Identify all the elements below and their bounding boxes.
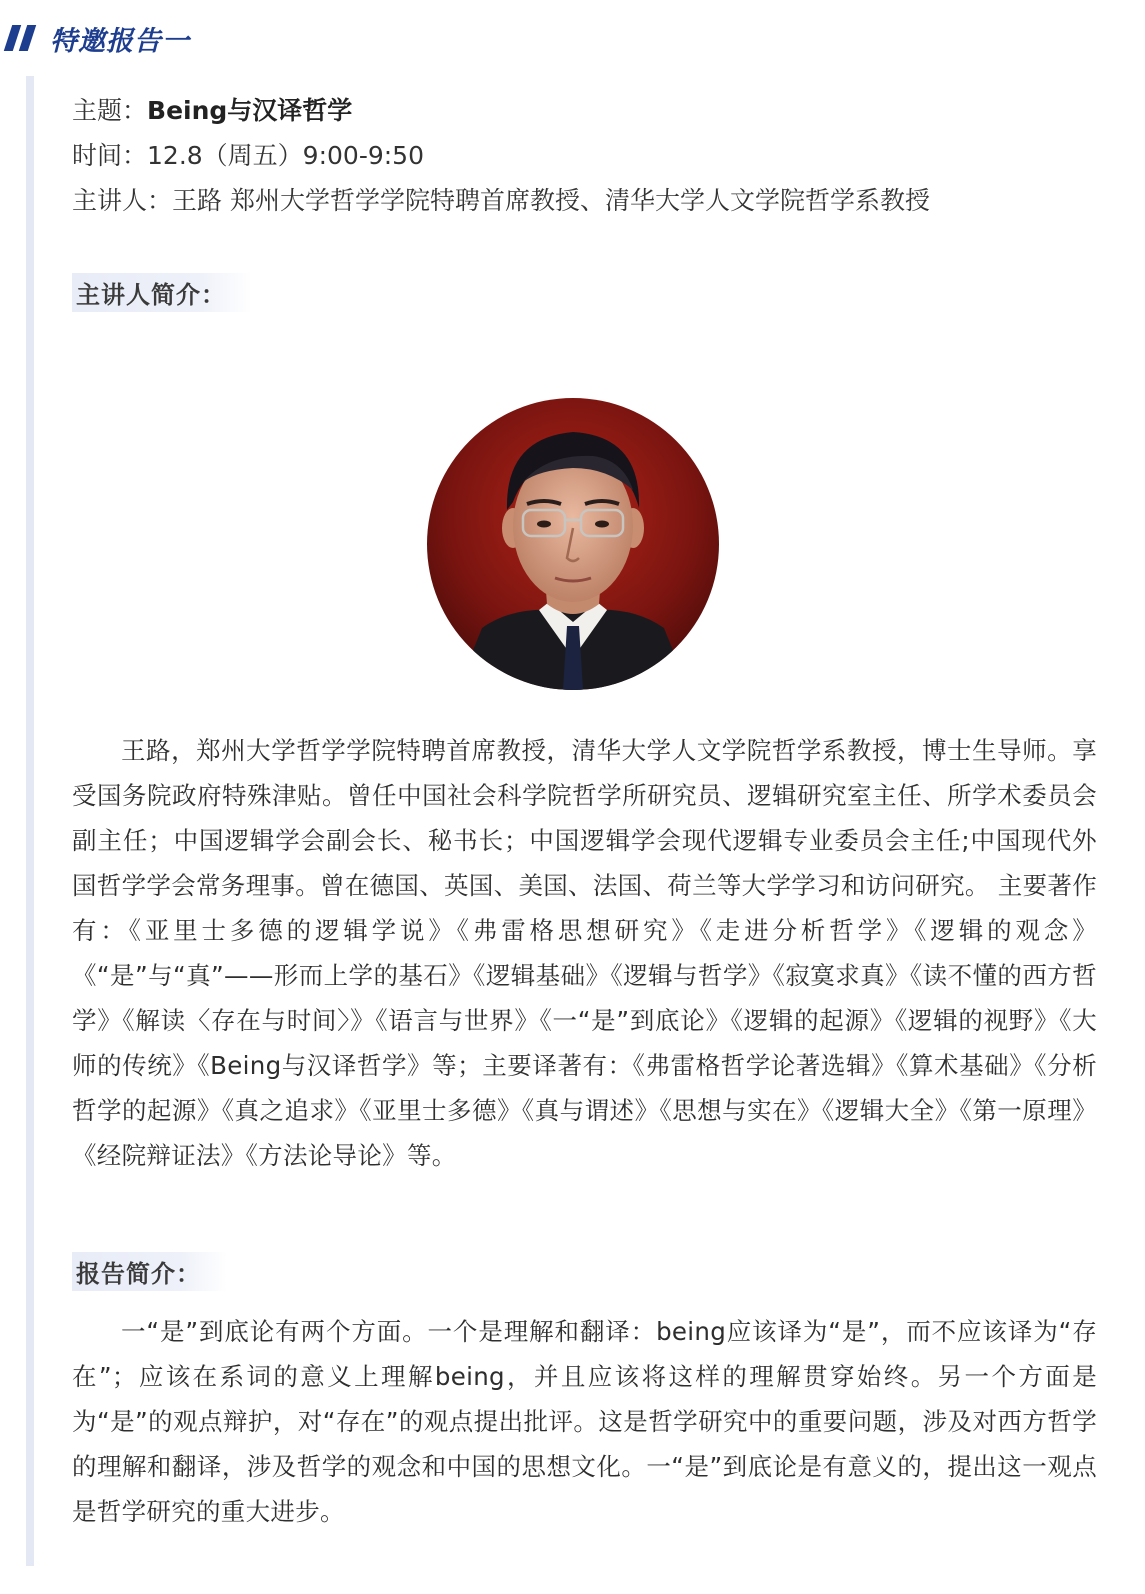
speaker-label: 主讲人：	[72, 186, 173, 215]
section-header	[8, 16, 190, 60]
left-rail-divider	[26, 76, 34, 1566]
report-content	[72, 88, 1097, 1534]
double-slash-bars-icon	[8, 25, 38, 51]
speaker-value: 王路 郑州大学哲学学院特聘首席教授、清华大学人文学院哲学系教授	[172, 186, 930, 215]
report-intro-heading: 报告简介：	[72, 1252, 227, 1291]
section-title: 特邀报告一	[50, 25, 190, 57]
report-summary: 一“是”到底论有两个方面。一个是理解和翻译：being应该译为“是”，而不应该译为“存在”；应该在系词的意义上理解being，并且应该将这样的理解贯穿始终。另一个方面是为“是”的观点辩护，对“存在”的观点提出批评。这是哲学研究中的重要问题，涉及对西方哲学的理解和翻译，涉及哲学的观念和中国的思想文化。一“是”到底论是有意义的，提出这一观点是哲学研究的重大进步。	[72, 1317, 1097, 1526]
speaker-line	[72, 178, 1097, 223]
speaker-bio: 王路，郑州大学哲学学院特聘首席教授，清华大学人文学院哲学系教授，博士生导师。享受国务院政府特殊津贴。曾任中国社会科学院哲学所研究员、逻辑研究室主任、所学术委员会副主任；中国逻辑学会副会长、秘书长；中国逻辑学会现代逻辑专业委员会主任;中国现代外国哲学学会常务理事。曾在德国、英国、美国、法国、荷兰等大学学习和访问研究。 主要著作有：《亚里士多德的逻辑学说》《弗雷格思想研究》《走进分析哲学》《逻辑的观念》《“是”与“真”——形而上学的基石》《逻辑基础》《逻辑与哲学》《寂寞求真》《读不懂的西方哲学》《解读〈存在与时间〉》《语言与世界》《一“是”到底论》《逻辑的起源》《逻辑的视野》《大师的传统》《Being与汉译哲学》等；主要译著有：《弗雷格哲学论著选辑》《算术基础》《分析哲学的起源》《真之追求》《亚里士多德》《真与谓述》《思想与实在》《逻辑大全》《第一原理》《经院辩证法》《方法论导论》等。	[72, 736, 1097, 1170]
topic-line	[72, 88, 1097, 133]
speaker-intro-heading: 主讲人简介：	[72, 273, 252, 312]
portrait-container	[72, 398, 1097, 690]
time-value: 12.8（周五）9:00-9:50	[147, 141, 424, 170]
time-line	[72, 133, 1097, 178]
time-label: 时间：	[72, 141, 148, 170]
topic-value: Being与汉译哲学	[147, 96, 353, 125]
topic-label: 主题：	[72, 96, 148, 125]
speaker-portrait	[427, 398, 719, 690]
